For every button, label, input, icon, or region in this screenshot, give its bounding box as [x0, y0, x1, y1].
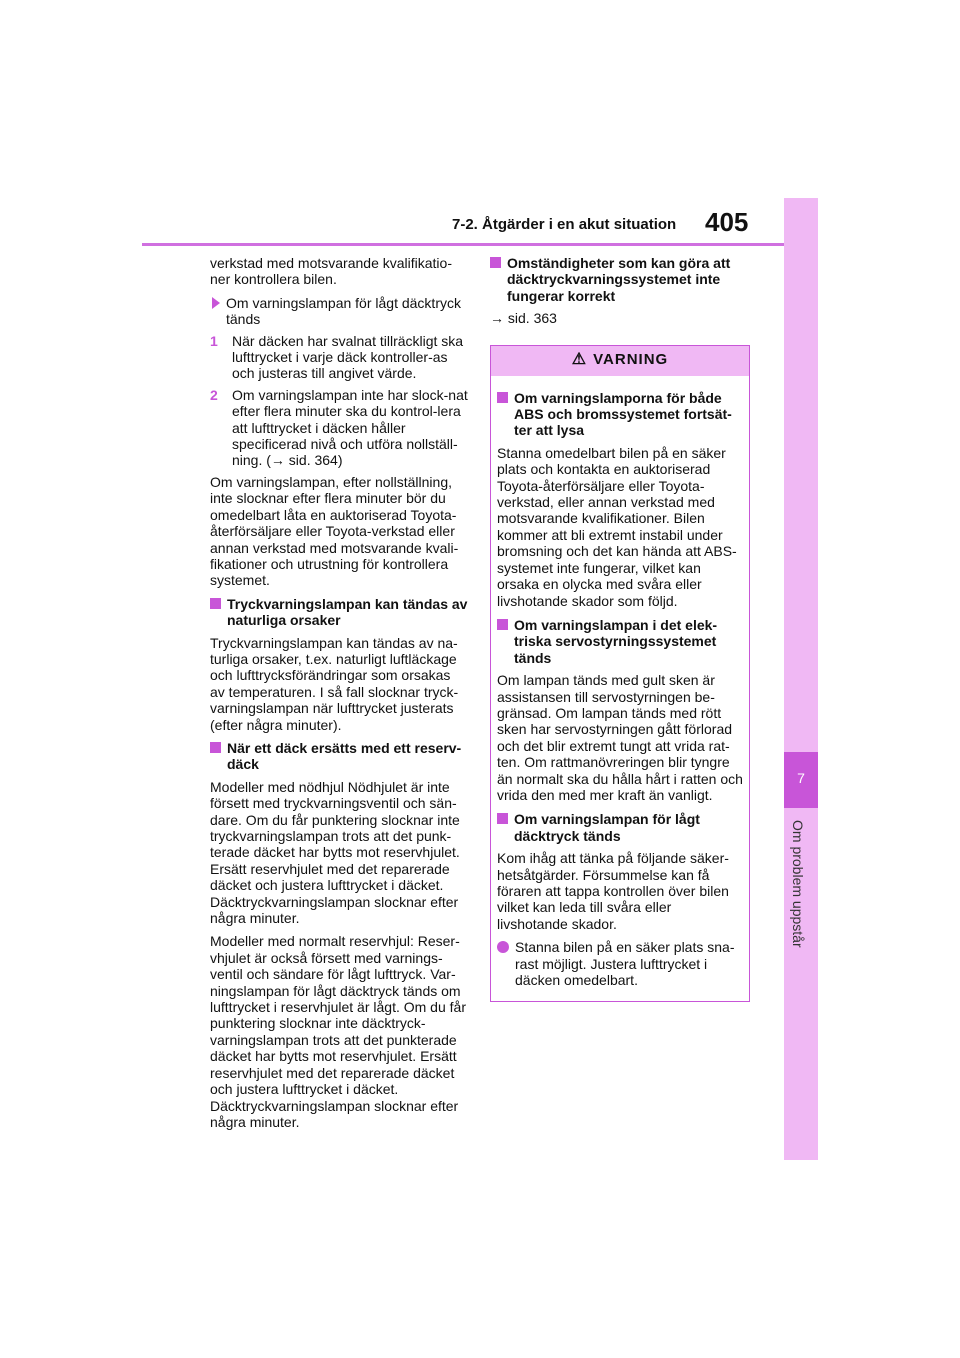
right-column — [490, 255, 752, 1002]
paragraph: Modeller med normalt reservhjul: Reser-vhjulet är också försett med varnings-ventil och sändare för lågt lufttryck. Var-ningslampan för lågt däcktryck tänds om lufttrycket i reservhjulet är lågt. Om du får punktering slocknar inte däcktryck-varningslampan trots att det punkterade däcket har bytts mot reservhjulet. Ersätt reservhjulet med det reparerade däcket och justera lufttrycket i däcket. Däcktryckvarningslampan slocknar efter några minuter. — [210, 933, 466, 1130]
warning-heading — [497, 617, 743, 666]
section-heading-text: När ett däck ersätts med ett reserv-däck — [227, 739, 462, 773]
paragraph: Modeller med nödhjul Nödhjulet är inte försett med tryckvarningsventil och sän-dare. Om du får punktering slocknar inte tryckvarningslampan trots att det punk-terade däcket har bytts mot reservhjulet. Ersätt reservhjulet med det reparerade däcket och justera lufttrycket i däcket. Däcktryckvarningslampan slocknar efter några minuter. — [210, 778, 460, 927]
warning-bullet-text: Stanna bilen på en säker plats sna-rast möjligt. Justera lufttrycket i däcken omedelbart. — [515, 939, 735, 989]
step-text: När däcken har svalnat tillräckligt ska lufttrycket i varje däck kontroller-as och justeras till angivet värde. — [232, 332, 464, 382]
chapter-title: Om problem uppstår — [790, 820, 806, 948]
section-title: 7-2. Åtgärder i en akut situation — [452, 216, 677, 233]
page-number: 405 — [705, 207, 749, 237]
warning-heading-text: Om varningslampan för lågt däcktryck tänds — [514, 811, 700, 844]
warning-bullet — [497, 939, 743, 988]
warning-title: VARNING — [593, 351, 669, 369]
warning-heading — [497, 811, 743, 844]
square-bullet-icon — [497, 392, 508, 403]
circle-bullet-icon — [497, 941, 509, 953]
step-number: 1 — [210, 332, 218, 349]
warning-body — [491, 376, 749, 1002]
step-item — [210, 387, 468, 469]
square-bullet-icon — [497, 619, 508, 630]
warning-header — [491, 346, 749, 376]
step-item — [210, 333, 468, 382]
warning-heading-text: Om varningslampan i det elek-triska servostyrningssystemet tänds — [514, 616, 718, 666]
warning-heading-text: Om varningslamporna för både ABS och bromssystemet fortsät-ter att lysa — [514, 389, 732, 439]
section-heading-text: Omständigheter som kan göra att däcktryckvarningssystemet inte fungerar korrekt — [507, 255, 731, 304]
section-heading — [210, 740, 468, 773]
section-heading — [210, 596, 468, 629]
warning-paragraph: Stanna omedelbart bilen på en säker plats och kontakta en auktoriserad Toyota-återförsäljare eller Toyota-verkstad, eller annan verkstad med motsvarande kvalifikationer. Bilen kommer att bli extremt instabil under bromsning och det kan hända att ABS-systemet inte fungerar, vilket kan orsaka en olycka med svåra eller livshotande skador som följd. — [497, 444, 737, 609]
side-tab — [784, 198, 818, 1160]
page-reference: → sid. 363 — [490, 310, 557, 327]
sub-heading — [210, 295, 468, 328]
sub-heading-text: Om varningslampan för lågt däcktryck tänds — [226, 294, 461, 328]
warning-triangle-icon: ⚠ — [571, 351, 588, 369]
header-divider — [142, 243, 784, 246]
left-column — [210, 255, 468, 1137]
square-bullet-icon — [210, 742, 221, 753]
section-heading — [490, 255, 752, 304]
paragraph: Tryckvarningslampan kan tändas av na-turliga orsaker, t.ex. naturligt luftläckage och lufttrycksförändringar som orsakas av temperaturen. I så fall slocknar tryck-varningslampan när lufttrycket justerats (efter några minuter). — [210, 634, 459, 733]
square-bullet-icon — [490, 257, 501, 268]
section-heading-text: Tryckvarningslampan kan tändas av naturliga orsaker — [227, 595, 468, 629]
step-number: 2 — [210, 386, 218, 403]
square-bullet-icon — [210, 598, 221, 609]
warning-heading — [497, 390, 743, 439]
paragraph: Om varningslampan, efter nollställning, inte slocknar efter flera minuter bör du omedelbart låta en auktoriserad Toyota-återförsäljare eller Toyota-verkstad eller annan verkstad med motsvarande kvali-fikationer och utrustning för kontrollera systemet. — [210, 473, 459, 589]
intro-paragraph: verkstad med motsvarande kvalifikatio-ner kontrollera bilen. — [210, 255, 452, 288]
warning-paragraph: Om lampan tänds med gult sken är assistansen till servostyrningen be-gränsad. Om lampan tänds med rött sken har servostyrningen gått förlorad och det blir extremt tungt att vrida rat-ten. Om rattmanövreringen blir tyngre än normalt ska du hålla hårt i ratten och vrida den med mer kraft än vanligt. — [497, 672, 743, 803]
step-text: Om varningslampan inte har slock-nat efter flera minuter ska du kontrol-lera att lufttrycket i däcken håller specificerad nivå och utföra nollställ-ning. (→ sid. 364) — [232, 386, 468, 469]
warning-box — [490, 345, 750, 1003]
square-bullet-icon — [497, 813, 508, 824]
triangle-bullet-icon — [212, 297, 220, 309]
chapter-number: 7 — [797, 770, 805, 786]
warning-paragraph: Kom ihåg att tänka på följande säker-hetsåtgärder. Försummelse kan få föraren att tappa kontrollen över bilen vilket kan leda till svåra eller livshotande skador. — [497, 850, 729, 932]
